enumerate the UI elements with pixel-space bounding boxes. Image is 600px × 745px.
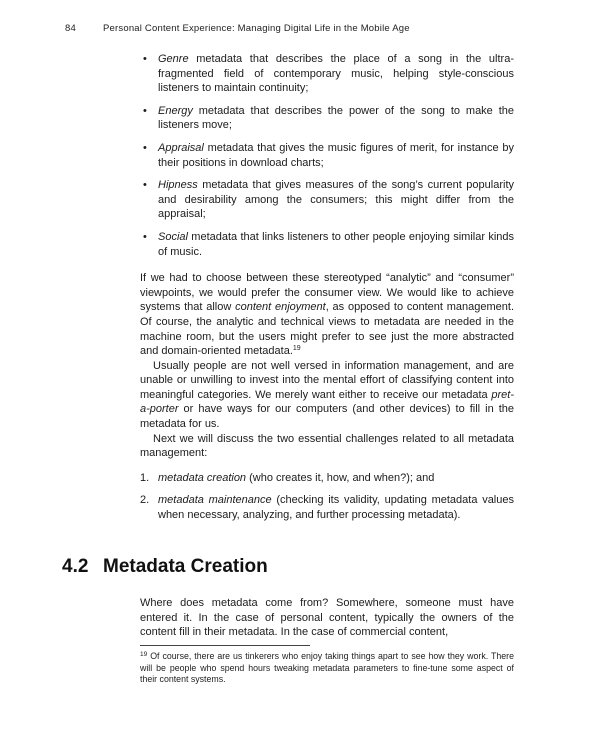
bullet-text: metadata that describes the power of the song to make the listeners move;: [158, 104, 514, 132]
bullet-icon: •: [143, 230, 147, 243]
paragraph: Next we will discuss the two essential challenges related to all metadata management:: [140, 432, 514, 460]
bullet-item: [140, 104, 514, 133]
bullet-item: [140, 230, 514, 259]
list-number: 2.: [140, 494, 150, 507]
bullet-icon: •: [143, 141, 147, 154]
bullet-text: metadata that describes the place of a song in the ultra-fragmented field of contemporary music, helping style-conscious listeners to maintain continuity;: [158, 53, 514, 95]
footnote-reference: 19: [292, 345, 301, 353]
italic-phrase: metadata creation: [158, 471, 247, 484]
paragraph: Where does metadata come from? Somewhere, someone must have entered it. In the case of personal content, typically the owners of the content fill in their metadata. In the case of commercial content,: [140, 597, 514, 639]
numbered-list: [140, 471, 514, 523]
bullet-term: Hipness: [158, 179, 198, 192]
bullet-item: [140, 178, 514, 222]
list-number: 1.: [140, 471, 150, 484]
italic-phrase: metadata maintenance: [158, 494, 272, 507]
paragraph: [140, 271, 514, 359]
bullet-list: [140, 52, 514, 259]
paragraph-text: or have ways for our computers (and other devices) to fill in the metadata for us.: [140, 403, 514, 431]
bullet-term: Energy: [158, 104, 193, 117]
bullet-term: Social: [158, 230, 188, 243]
bullet-term: Appraisal: [158, 141, 204, 154]
page-number: 84: [65, 23, 76, 34]
paragraph-text: Usually people are not well versed in information management, and are unable or unwilling to invest into the mental effort of classifying content into meaningful categories. We merely want either to receive our metadata: [140, 359, 514, 401]
list-item-text: (checking its validity, updating metadata values when necessary, analyzing, and further processing metadata).: [158, 494, 514, 522]
bullet-term: Genre: [158, 53, 189, 65]
bullet-text: metadata that links listeners to other people enjoying similar kinds of music.: [158, 230, 514, 258]
bullet-icon: •: [143, 179, 147, 192]
bullet-icon: •: [143, 104, 147, 117]
footnote-marker: 19: [140, 651, 148, 658]
italic-phrase: pret-a-porter: [140, 388, 514, 416]
italic-phrase: content enjoyment: [235, 301, 326, 314]
running-head: [65, 23, 540, 34]
bullet-icon: •: [143, 53, 147, 65]
bullet-item: [140, 141, 514, 170]
numbered-item: [140, 493, 514, 522]
section-title: Metadata Creation: [103, 556, 268, 577]
paragraph-text: , as opposed to content management. Of course, the analytic and technical views to metadata are needed in the machine room, but the users might prefer to see just the more abstracted and domain-oriented metadata.: [140, 301, 515, 358]
section-heading: [62, 556, 268, 578]
running-title: Personal Content Experience: Managing Digital Life in the Mobile Age: [103, 23, 410, 34]
numbered-item: [140, 471, 514, 486]
section-body: [140, 596, 514, 640]
main-text-column: [140, 52, 514, 531]
footnote: [140, 651, 514, 686]
footnote-text: Of course, there are us tinkerers who enjoy taking things apart to see how they work. There will be people who spend hours tweaking metadata parameters to fine-tune some aspect of their content systems.: [140, 651, 514, 685]
paragraph-text: If we had to choose between these stereotyped “analytic” and “consumer” viewpoints, we would prefer the consumer view. We would like to achieve systems that allow: [140, 272, 514, 314]
list-item-text: (who creates it, how, and when?); and: [246, 471, 435, 484]
bullet-text: metadata that gives measures of the song’s current popularity and desirability among the consumers; this might differ from the appraisal;: [158, 179, 514, 221]
paragraph: [140, 359, 514, 432]
bullet-text: metadata that gives the music figures of merit, for instance by their positions in download charts;: [158, 141, 514, 169]
footnote-block: [140, 645, 514, 686]
bullet-item: [140, 52, 514, 96]
footnote-rule: [140, 645, 310, 646]
section-number: 4.2: [62, 556, 89, 577]
